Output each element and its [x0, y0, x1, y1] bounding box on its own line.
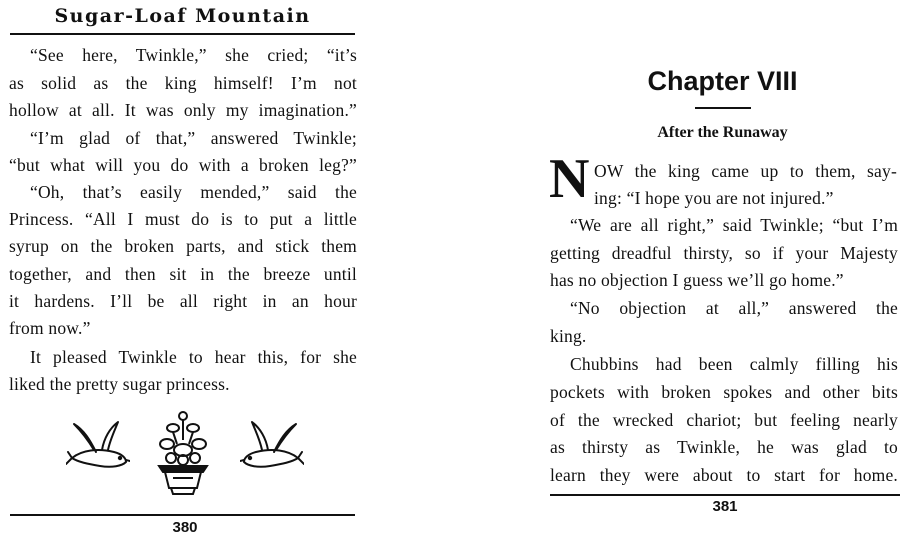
- drop-cap: N: [549, 148, 590, 210]
- flower-vase-icon: [155, 410, 211, 496]
- right-page: [540, 0, 911, 539]
- text-line: OW the king came up to them, say-: [594, 161, 897, 181]
- text-line: it hardens. I’ll be all right in an hour: [9, 291, 357, 311]
- foot-rule: [550, 494, 900, 496]
- foot-rule: [10, 514, 355, 516]
- text-line: “Oh, that’s easily mended,” said the: [30, 182, 357, 202]
- chapter-title: Chapter VIII: [647, 66, 798, 96]
- chapter-subtitle: After the Runaway: [657, 124, 788, 141]
- text-line: Chubbins had been calmly filling his: [570, 354, 898, 374]
- page-number: 380: [172, 519, 198, 536]
- text-line: king.: [550, 326, 587, 346]
- text-line: “but what will you do with a broken leg?”: [9, 155, 357, 175]
- text-line: “No objection at all,” answered the: [570, 298, 898, 318]
- text-line: together, and then sit in the breeze until: [9, 264, 357, 284]
- head-rule: [10, 33, 355, 35]
- text-line: Princess. “All I must do is to put a little: [9, 209, 357, 229]
- text-line: liked the pretty sugar princess.: [9, 374, 230, 394]
- bird-right-icon: [240, 420, 304, 472]
- text-line: getting dreadful thirsty, so if your Majesty: [550, 243, 898, 263]
- running-head: Sugar-Loaf Mountain: [54, 5, 311, 27]
- text-line: has no objection I guess we’ll go home.”: [550, 270, 844, 290]
- text-line: ing: “I hope you are not injured.”: [594, 188, 834, 208]
- text-line: It pleased Twinkle to hear this, for she: [30, 347, 357, 367]
- text-line: from now.”: [9, 318, 91, 338]
- text-line: “I’m glad of that,” answered Twinkle;: [30, 128, 357, 148]
- text-line: “We are all right,” said Twinkle; “but I’m: [570, 215, 898, 235]
- text-line: of the wrecked chariot; but feeling nearly: [550, 410, 898, 430]
- text-line: pockets with broken spokes and other bits: [550, 382, 898, 402]
- text-line: hollow at all. It was only my imagination.”: [9, 100, 357, 120]
- bird-left-icon: [66, 420, 130, 472]
- text-line: as solid as the king himself! I’m not: [9, 73, 357, 93]
- text-line: syrup on the broken parts, and stick them: [9, 236, 357, 256]
- text-line: learn they were about to start for home.: [550, 465, 898, 485]
- left-page: [0, 0, 365, 539]
- page-number: 381: [712, 498, 738, 515]
- text-line: as thirsty as Twinkle, he was glad to: [550, 437, 898, 457]
- text-line: “See here, Twinkle,” she cried; “it’s: [30, 45, 357, 65]
- chapter-rule: [695, 107, 751, 109]
